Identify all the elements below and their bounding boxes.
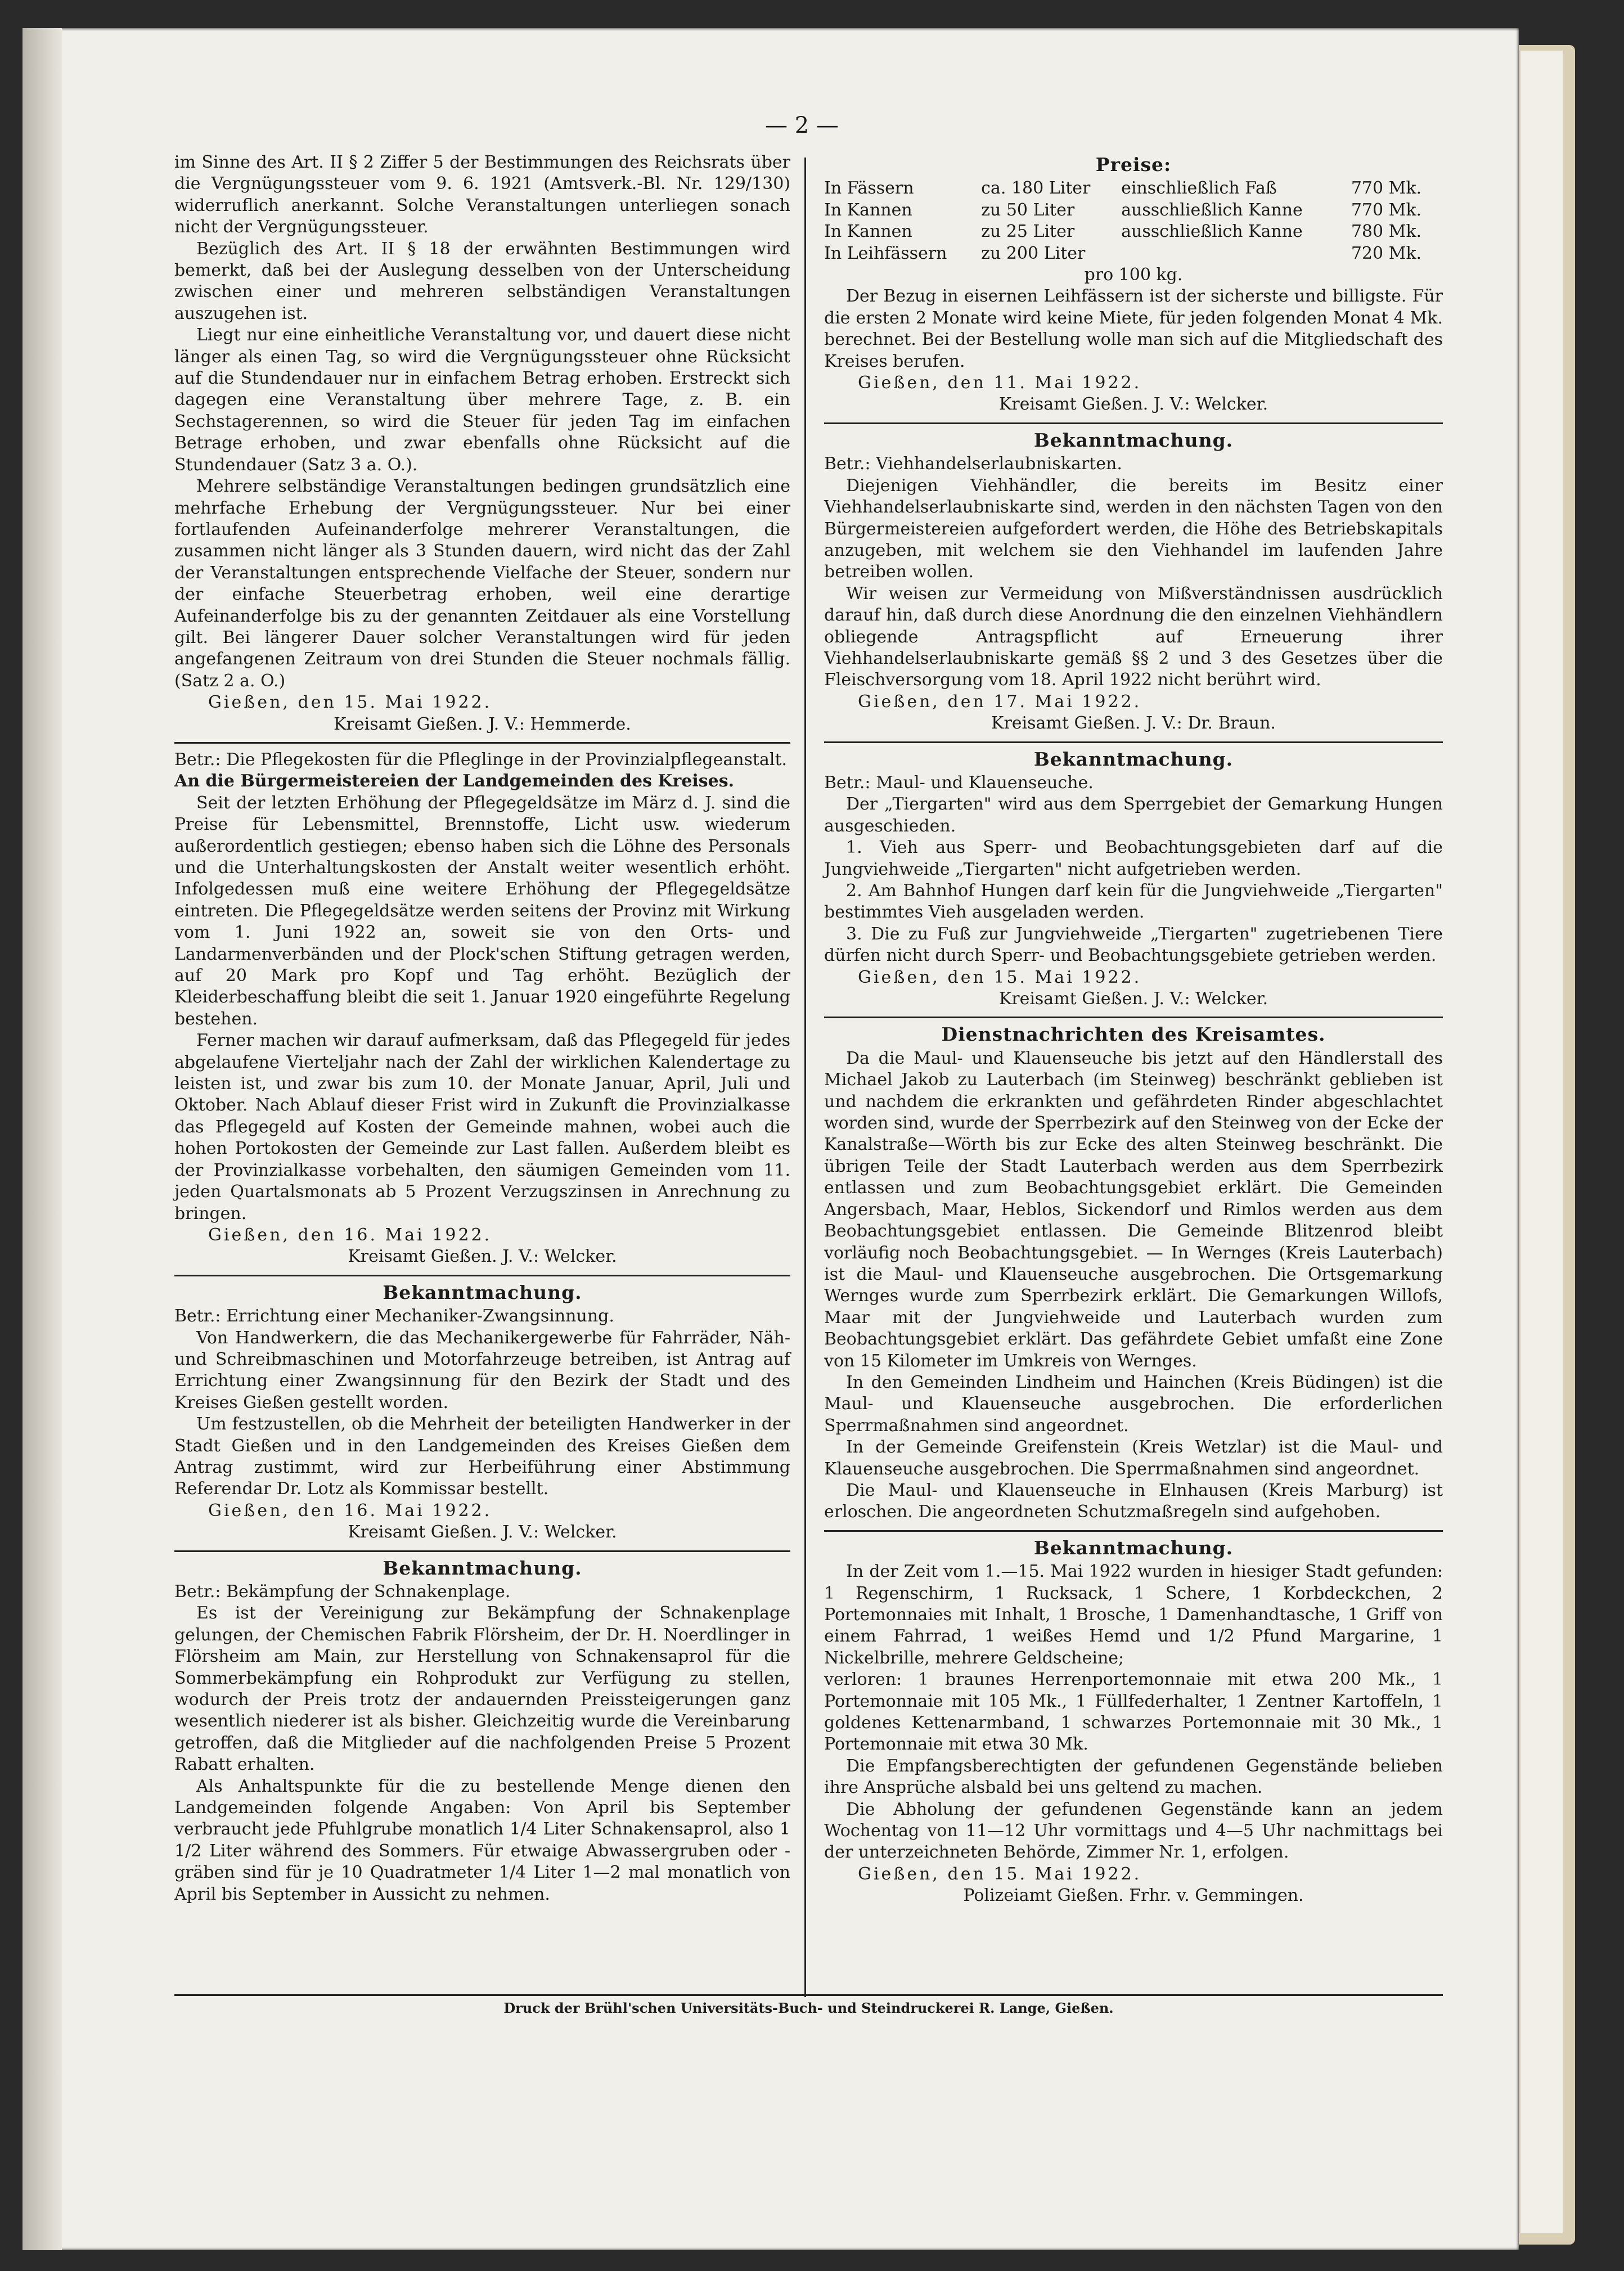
vieh-paragraph-1: Diejenigen Viehhändler, die bereits im Besitz einer Viehhandelserlaubniskarte sind, werden in den nächsten Tagen von den Bürgermeistereien aufgefordert werden, die Höhe des Betriebskapitals anzugeben, mit welchem sie den Viehhandel im laufenden Jahre betreiben wollen. [824,475,1443,582]
divider [174,1550,790,1552]
fund-date: Gießen, den 15. Mai 1922. [858,1864,1142,1884]
pflege-paragraph-2: Ferner machen wir darauf aufmerksam, daß das Pflegegeld für jedes abgelaufene Vierteljahr nach der Zahl der wirklichen Kalendertage zu leisten ist, und zwar bis zum 10. der Monate Januar, April, Juli und Oktober. Nach Ablauf dieser Frist wird in Zukunft die Provinzialkasse das Pflegegeld auf Kosten der Gemeinde mahnen, wobei auch die hohen Portokosten der Gemeinde zur Last fallen. Außerdem bleibt es der Provinzialkasse vorbehalten, den säumigen Gemeinden vom 11. jeden Quartalsmonats ab 5 Prozent Verzugszinsen in Anrechnung zu bringen. [174,1031,790,1224]
right-column [824,152,1443,1907]
pflege-paragraph-1: Seit der letzten Erhöhung der Pflegegeldsätze im März d. J. sind die Preise für Lebensmittel, Brennstoffe, Licht usw. wiederum außerordentlich gestiegen; ebenso haben sich die Löhne des Personals und die Unterhaltungskosten der Anstalt weiter wesentlich erhöht. Infolgedessen muß eine weitere Erhöhung der Pflegegeldsätze eintreten. Die Pflegegeldsätze werden seitens der Provinz mit Wirkung vom 1. Juni 1922 an, soweit sie von den Orts- und Landarmenverbänden und der Plock'schen Stiftung getragen werden, auf 20 Mark pro Kopf und Tag erhöht. Bezüglich der Kleiderbeschaffung bleibt die seit 1. Januar 1920 eingeführte Regelung bestehen. [174,793,790,1029]
schnaken-paragraph-2: Als Anhaltspunkte für die zu bestellende Menge dienen den Landgemeinden folgende Angaben: Von April bis September verbraucht jede Pfuhlgrube monatlich 1/4 Liter Schnakensaprol, also 1 1/2 Liter während des Sommers. Für etwaige Abwassergruben oder -gräben sind für je 10 Quadratmeter 1/4 Liter 1—2 mal monatlich von April bis September in Aussicht zu nehmen. [174,1776,790,1904]
maul-paragraph-3: 2. Am Bahnhof Hungen darf kein für die Jungviehweide „Tiergarten" bestimmtes Vieh ausgeladen werden. [824,881,1443,923]
pflege-signature: Kreisamt Gießen. J. V.: Welcker. [348,1247,617,1267]
fund-paragraph-3: Die Empfangsberechtigten der gefundenen Gegenstände belieben ihre Ansprüche alsbald bei uns geltend zu machen. [824,1756,1443,1798]
divider [824,741,1443,743]
pflege-betr: Betr.: Die Pflegekosten für die Pfleglinge in der Provinzialpflegeanstalt. [174,749,788,770]
pflege-heading: An die Bürgermeistereien der Landgemeinden des Kreises. [174,771,735,792]
divider [824,422,1443,424]
footer-rule [174,1994,1443,1996]
price-row [824,178,1443,199]
fund-paragraph-4: Die Abholung der gefundenen Gegenstände kann an jedem Wochentag von 11—12 Uhr vormittags und 4—5 Uhr nachmittags bei der unterzeichneten Behörde, Zimmer Nr. 1, erfolgen. [824,1799,1443,1863]
schnaken-paragraph-1: Es ist der Vereinigung zur Bekämpfung der Schnakenplage gelungen, der Chemischen Fabrik Flörsheim, der Dr. H. Noerdlinger in Flörsheim am Main, zur Herstellung von Schnakensaprol für die Sommerbekämpfung ein Rohprodukt zur Verfügung zu stellen, wodurch der Preis trotz der andauernden Preissteigerungen ganz wesentlich niederer ist als bisher. Gleichzeitig wurde die Vereinbarung getroffen, daß die Mitglieder auf die nachfolgenden Preise 5 Prozent Rabatt erhalten. [174,1603,790,1775]
price-quantity: zu 50 Liter [981,200,1075,220]
price-quantity: zu 200 Liter [981,243,1086,263]
price-note: ausschließlich Kanne [1121,222,1303,242]
dienst-heading: Dienstnachrichten des Kreisamtes. [941,1023,1326,1046]
left-column [174,152,790,1905]
dienst-paragraph-2: In den Gemeinden Lindheim und Hainchen (Kreis Büdingen) ist die Maul- und Klauenseuche ausgebrochen. Die erforderlichen Sperrmaßnahmen sind angeordnet. [824,1372,1443,1436]
prices-heading: Preise: [1095,154,1172,176]
price-note: einschließlich Faß [1121,178,1277,199]
mechaniker-paragraph-1: Von Handwerkern, die das Mechanikergewerbe für Fahrräder, Näh- und Schreibmaschinen und Motorfahrzeuge betreiben, ist Antrag auf Errichtung einer Zwangsinnung für den Bezirk der Stadt und des Kreises Gießen gestellt worden. [174,1328,790,1413]
price-row [824,221,1443,242]
divider [174,742,790,744]
divider [824,1017,1443,1018]
fund-heading: Bekanntmachung. [1033,1536,1234,1559]
page-number: — 2 — [765,113,839,138]
price-note [1121,243,1351,264]
mechaniker-paragraph-2: Um festzustellen, ob die Mehrheit der beteiligten Handwerker in der Stadt Gießen und in den Landgemeinden des Kreises Gießen dem Antrag zustimmt, wird zur Herbeiführung einer Abstimmung Referendar Dr. Lotz als Kommissar bestellt. [174,1414,790,1499]
fund-paragraph-2: verloren: 1 braunes Herrenportemonnaie mit etwa 200 Mk., 1 Portemonnaie mit 105 Mk., 1 Füllfederhalter, 1 Zentner Kartoffeln, 1 goldenes Kettenarmband, 1 schwarzes Portemonnaie mit 30 Mk., 1 Portemonnaie mit etwa 30 Mk. [824,1670,1443,1755]
vieh-signature: Kreisamt Gießen. J. V.: Dr. Braun. [991,713,1276,734]
intro-paragraph-4: Mehrere selbständige Veranstaltungen bedingen grundsätzlich eine mehrfache Erhebung der Vergnügungssteuer. Nur bei einer fortlaufenden Aufeinanderfolge mehrerer Veranstaltungen, die zusammen nicht länger als 3 Stunden dauern, wird nicht das der Zahl der Veranstaltungen entsprechende Vielfache der Steuer, sondern nur der einfache Steuerbetrag erhoben, weil eine derartige Aufeinanderfolge bis zu der genannten Zeitdauer als eine Vorstellung gilt. Bei längerer Dauer solcher Veranstaltungen wird für jeden angefangenen Zeitraum von drei Stunden die Steuer nochmals fällig. (Satz 2 a. O.) [174,476,790,691]
mechaniker-date: Gießen, den 16. Mai 1922. [208,1500,492,1521]
dienst-paragraph-3: In der Gemeinde Greifenstein (Kreis Wetzlar) ist die Maul- und Klauenseuche ausgebrochen. Die Sperrmaßnahmen sind angeordnet. [824,1437,1443,1479]
intro-date: Gießen, den 15. Mai 1922. [208,692,492,713]
mechaniker-heading: Bekanntmachung. [383,1281,582,1303]
column-rule [804,158,806,1997]
fund-signature: Polizeiamt Gießen. Frhr. v. Gemmingen. [963,1886,1304,1906]
price-row [824,243,1443,264]
mechaniker-betr: Betr.: Errichtung einer Mechaniker-Zwangsinnung. [174,1306,614,1326]
prices-paragraph: Der Bezug in eisernen Leihfässern ist der sicherste und billigste. Für die ersten 2 Monate wird keine Miete, für jeden folgenden Monat 4 Mk. berechnet. Bei der Bestellung wolle man sich auf die Mitgliedschaft des Kreises berufen. [824,286,1443,371]
price-container: In Kannen [824,200,912,220]
printer-imprint: Druck der Brühl'schen Universitäts-Buch- und Steindruckerei R. Lange, Gießen. [503,2000,1114,2016]
price-row [824,200,1443,221]
maul-betr: Betr.: Maul- und Klauenseuche. [824,772,1094,793]
prices-date: Gießen, den 11. Mai 1922. [858,373,1142,393]
price-container: In Leihfässern [824,243,947,263]
schnaken-betr: Betr.: Bekämpfung der Schnakenplage. [174,1582,511,1602]
vieh-betr: Betr.: Viehhandelserlaubniskarten. [824,454,1122,474]
intro-paragraph-2: Bezüglich des Art. II § 18 der erwähnten Bestimmungen wird bemerkt, daß bei der Auslegung desselben von der Unterscheidung zwischen einer und mehreren selbständigen Veranstaltungen auszugehen ist. [174,239,790,323]
prices-table [824,178,1443,264]
price-amount: 720 Mk. [1351,243,1422,263]
prices-signature: Kreisamt Gießen. J. V.: Welcker. [998,394,1268,415]
dienst-paragraph-1: Da die Maul- und Klauenseuche bis jetzt auf den Händlerstall des Michael Jakob zu Lauterbach (im Steinweg) beschränkt geblieben ist und nachdem die erkrankten und gefährdeten Rinder abgeschlachtet worden sind, wurde der Sperrbezirk auf den Steinweg von der Ecke der Kanalstraße—Wörth bis zur Ecke des alten Steinweg beschränkt. Die übrigen Teile der Stadt Lauterbach werden aus dem Sperrbezirk entlassen und zum Beobachtungsgebiet erklärt. Die Gemeinden Angersbach, Maar, Heblos, Sickendorf und Rimlos werden aus dem Beobachtungsgebiet entlassen. Die Gemeinde Blitzenrod bleibt vorläufig noch Beobachtungsgebiet. — In Wernges (Kreis Lauterbach) ist die Maul- und Klauenseuche ausgebrochen. Die Ortsgemarkung Wernges wurde zum Sperrbezirk erklärt. Die Gemarkungen Willofs, Maar mit der Jungviehweide und Lauterbach wurden zum Beobachtungsgebiet erklärt. Das gefährdete Gebiet umfaßt eine Zone von 15 Kilometer im Umkreis von Wernges. [824,1048,1443,1371]
maul-signature: Kreisamt Gießen. J. V.: Welcker. [998,989,1268,1009]
price-amount: 770 Mk. [1351,200,1422,220]
fund-paragraph-1: In der Zeit vom 1.—15. Mai 1922 wurden in hiesiger Stadt gefunden: 1 Regenschirm, 1 Rucksack, 1 Schere, 1 Korbdeckchen, 2 Portemonnaies mit Inhalt, 1 Brosche, 1 Damenhandtasche, 1 Griff von einem Fahrrad, 1 weißes Hemd und 1/2 Pfund Margarine, 1 Nickelbrille, mehrere Geldscheine; [824,1562,1443,1668]
schnaken-heading: Bekanntmachung. [383,1557,582,1579]
vieh-heading: Bekanntmachung. [1033,429,1234,451]
binding-shadow [23,28,62,2250]
maul-paragraph-2: 1. Vieh aus Sperr- und Beobachtungsgebieten darf auf die Jungviehweide „Tiergarten" nicht aufgetrieben werden. [824,838,1443,879]
page-stack-edge [1519,51,1563,2233]
price-container: In Kannen [824,222,912,242]
maul-paragraph-1: Der „Tiergarten" wird aus dem Sperrgebiet der Gemarkung Hungen ausgeschieden. [824,794,1443,836]
maul-heading: Bekanntmachung. [1033,748,1234,770]
mechaniker-signature: Kreisamt Gießen. J. V.: Welcker. [348,1522,617,1543]
divider [824,1530,1443,1532]
vieh-date: Gießen, den 17. Mai 1922. [858,691,1142,712]
intro-signature: Kreisamt Gießen. J. V.: Hemmerde. [334,714,631,734]
price-amount: 780 Mk. [1351,222,1422,242]
divider [174,1275,790,1276]
price-note: ausschließlich Kanne [1121,200,1303,220]
maul-date: Gießen, den 15. Mai 1922. [858,967,1142,987]
prices-unit: pro 100 kg. [1084,265,1183,285]
maul-paragraph-4: 3. Die zu Fuß zur Jungviehweide „Tiergarten" zugetriebenen Tiere dürfen nicht durch Sperr- und Beobachtungsgebiete getrieben werden. [824,924,1443,966]
dienst-paragraph-4: Die Maul- und Klauenseuche in Elnhausen (Kreis Marburg) ist erloschen. Die angeordneten Schutzmaßregeln sind aufgehoben. [824,1480,1443,1522]
price-quantity: ca. 180 Liter [981,178,1091,199]
price-quantity: zu 25 Liter [981,222,1075,242]
intro-paragraph-1: im Sinne des Art. II § 2 Ziffer 5 der Bestimmungen des Reichsrats über die Vergnügungssteuer vom 9. 6. 1921 (Amtsverk.-Bl. Nr. 129/130) widerruflich anerkannt. Solche Veranstaltungen unterliegen sonach nicht der Vergnügungssteuer. [174,152,790,237]
intro-paragraph-3: Liegt nur eine einheitliche Veranstaltung vor, und dauert diese nicht länger als einen Tag, so wird die Vergnügungssteuer ohne Rücksicht auf die Stundendauer nur in einfachem Betrag erhoben. Erstreckt sich dagegen eine Veranstaltung über mehrere Tage, z. B. ein Sechstagerennen, so wird die Steuer für jeden Tag im einfachen Betrage erhoben, und zwar ebenfalls ohne Rücksicht auf die Stundendauer (Satz 3 a. O.). [174,325,790,475]
vieh-paragraph-2: Wir weisen zur Vermeidung von Mißverständnissen ausdrücklich darauf hin, daß durch diese Anordnung die den einzelnen Viehhändlern obliegende Antragspflicht auf Erneuerung ihrer Viehhandelserlaubniskarte gemäß §§ 2 und 3 des Gesetzes über die Fleischversorgung vom 18. April 1922 nicht berührt wird. [824,583,1443,690]
price-amount: 770 Mk. [1351,178,1422,199]
pflege-date: Gießen, den 16. Mai 1922. [208,1225,492,1245]
price-container: In Fässern [824,178,914,199]
